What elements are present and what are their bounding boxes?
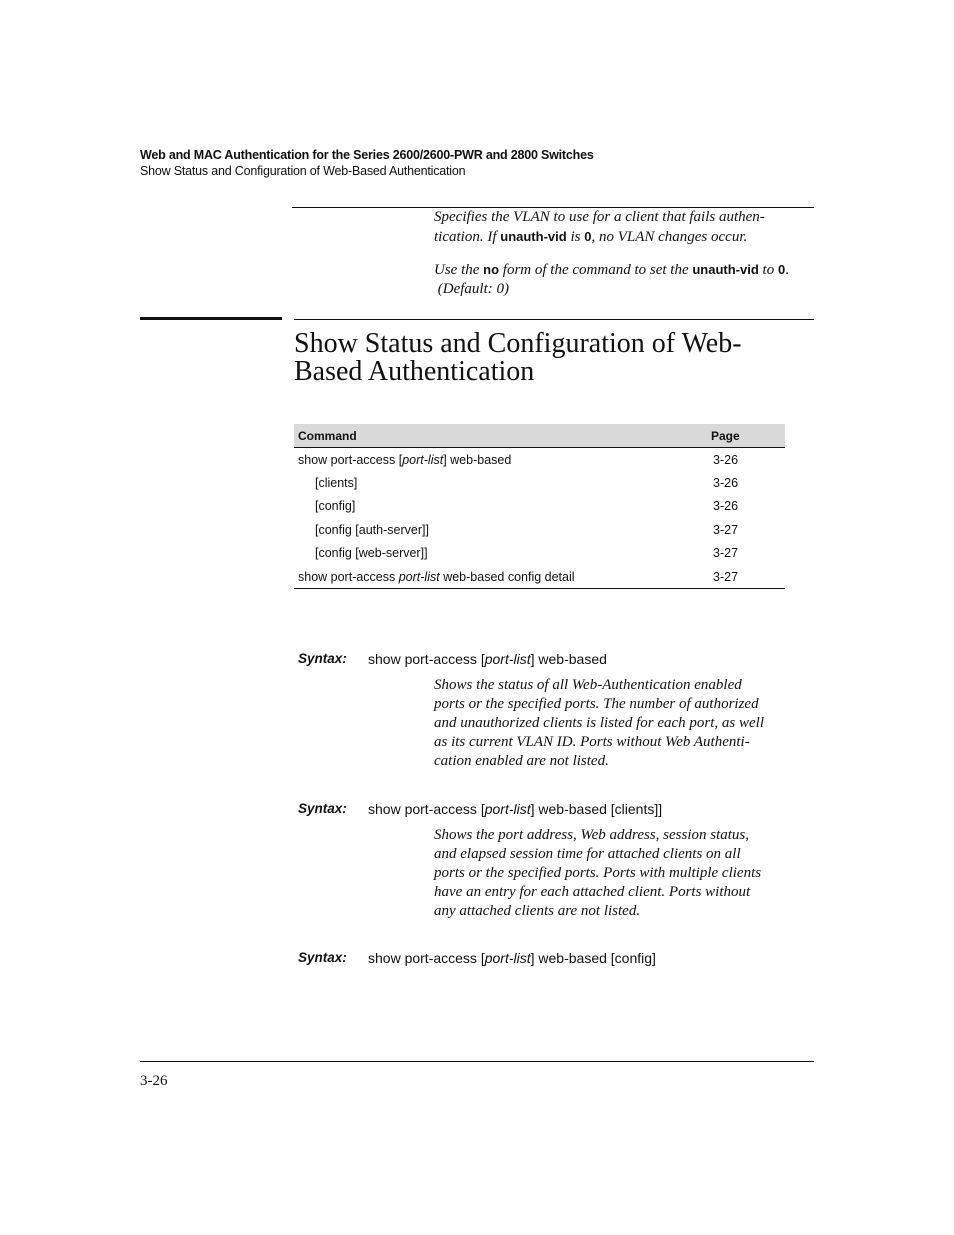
syntax-description: [434, 826, 810, 921]
cmd-no: no: [483, 262, 500, 277]
value-zero: 0: [584, 229, 592, 244]
command-cell: [294, 448, 699, 472]
page-cell: 3-26: [713, 499, 739, 514]
footer-rule: [140, 1061, 814, 1062]
intro-line-4: (Default: 0): [434, 281, 509, 297]
value-zero: 0: [777, 262, 786, 277]
command-text: [config]: [315, 499, 356, 514]
command-text: ] web-based: [530, 651, 607, 667]
syntax-label: Syntax:: [298, 950, 347, 965]
description-line: ports or the specified ports. Ports with multiple clients: [434, 865, 762, 881]
running-header-subtitle: Show Status and Configuration of Web-Based Authentication: [140, 164, 466, 178]
command-argument: port-list: [484, 950, 531, 966]
text: , no VLAN changes occur.: [591, 229, 748, 245]
table-row: [294, 542, 785, 565]
table-row: [294, 495, 785, 518]
table-row: [294, 448, 785, 472]
command-text: show port-access [: [298, 452, 403, 467]
command-argument: port-list: [398, 569, 440, 584]
table-row: [294, 565, 785, 589]
command-cell: [294, 518, 699, 541]
syntax-command: [368, 801, 662, 817]
page-cell: 3-27: [713, 522, 739, 537]
command-argument: port-list: [484, 651, 531, 667]
syntax-command: [368, 950, 656, 966]
text: form of the command to set the: [499, 262, 693, 278]
syntax-command: [368, 651, 607, 667]
text: Use the: [434, 262, 484, 278]
page-cell: 3-26: [713, 476, 739, 491]
syntax-label: Syntax:: [298, 651, 347, 666]
description-line: Shows the port address, Web address, session status,: [434, 827, 750, 843]
command-argument: port-list: [402, 452, 444, 467]
description-line: as its current VLAN ID. Ports without Web Authenti-: [434, 734, 750, 750]
text: is: [566, 229, 585, 245]
cmd-unauth-vid: unauth-vid: [692, 262, 759, 277]
page-cell: 3-27: [713, 546, 739, 561]
table-row: [294, 518, 785, 541]
description-line: cation enabled are not listed.: [434, 753, 609, 769]
command-cell: [294, 471, 699, 494]
column-header-command: Command: [294, 424, 699, 448]
section-heading: [294, 330, 804, 386]
syntax-description: [434, 676, 810, 771]
page-cell: 3-27: [699, 565, 785, 589]
table-header-row: [294, 424, 785, 448]
command-text: show port-access [: [368, 801, 485, 817]
command-argument: port-list: [484, 801, 531, 817]
command-text: [config [web-server]]: [315, 546, 428, 561]
command-cell: [294, 565, 699, 589]
section-heading-line-2: Based Authentication: [294, 356, 535, 387]
section-heading-line-1: Show Status and Configuration of Web-: [294, 328, 742, 359]
intro-line-1: Specifies the VLAN to use for a client that fails authen-: [434, 209, 765, 225]
intro-paragraph-2: [434, 260, 810, 299]
description-line: and unauthorized clients is listed for each port, as well: [434, 715, 764, 731]
page-number: 3-26: [140, 1073, 168, 1089]
description-line: any attached clients are not listed.: [434, 903, 641, 919]
command-text: [clients]: [315, 476, 358, 491]
command-text: ] web-based [clients]]: [530, 801, 663, 817]
command-cell: [294, 495, 699, 518]
section-rule-thick: [140, 317, 282, 320]
page-cell: 3-26: [713, 452, 739, 467]
intro-paragraph-1: [434, 208, 810, 247]
command-text: show port-access [: [368, 950, 485, 966]
description-line: ports or the specified ports. The number of authorized: [434, 696, 759, 712]
command-text: ] web-based [config]: [530, 950, 656, 966]
running-header-title: Web and MAC Authentication for the Series 2600/2600-PWR and 2800 Switches: [140, 148, 594, 162]
column-header-page: Page: [699, 424, 785, 448]
command-table: [294, 424, 785, 589]
text: to: [758, 262, 778, 278]
command-cell: [294, 542, 699, 565]
section-rule-thin: [294, 319, 814, 320]
table-body: [294, 448, 785, 589]
text: tication. If: [434, 229, 501, 245]
command-text: show port-access: [298, 569, 399, 584]
description-line: have an entry for each attached client. Ports without: [434, 884, 751, 900]
command-text: [config [auth-server]]: [315, 522, 429, 537]
command-text: show port-access [: [368, 651, 485, 667]
cmd-unauth-vid: unauth-vid: [500, 229, 567, 244]
syntax-label: Syntax:: [298, 801, 347, 816]
intro-line-2: [434, 227, 810, 247]
text: .: [785, 262, 789, 278]
table-row: [294, 471, 785, 494]
command-text: web-based config detail: [439, 569, 575, 584]
description-line: Shows the status of all Web-Authentication enabled: [434, 677, 742, 693]
description-line: and elapsed session time for attached clients on all: [434, 846, 741, 862]
intro-line-3: [434, 260, 810, 280]
command-text: ] web-based: [443, 452, 512, 467]
